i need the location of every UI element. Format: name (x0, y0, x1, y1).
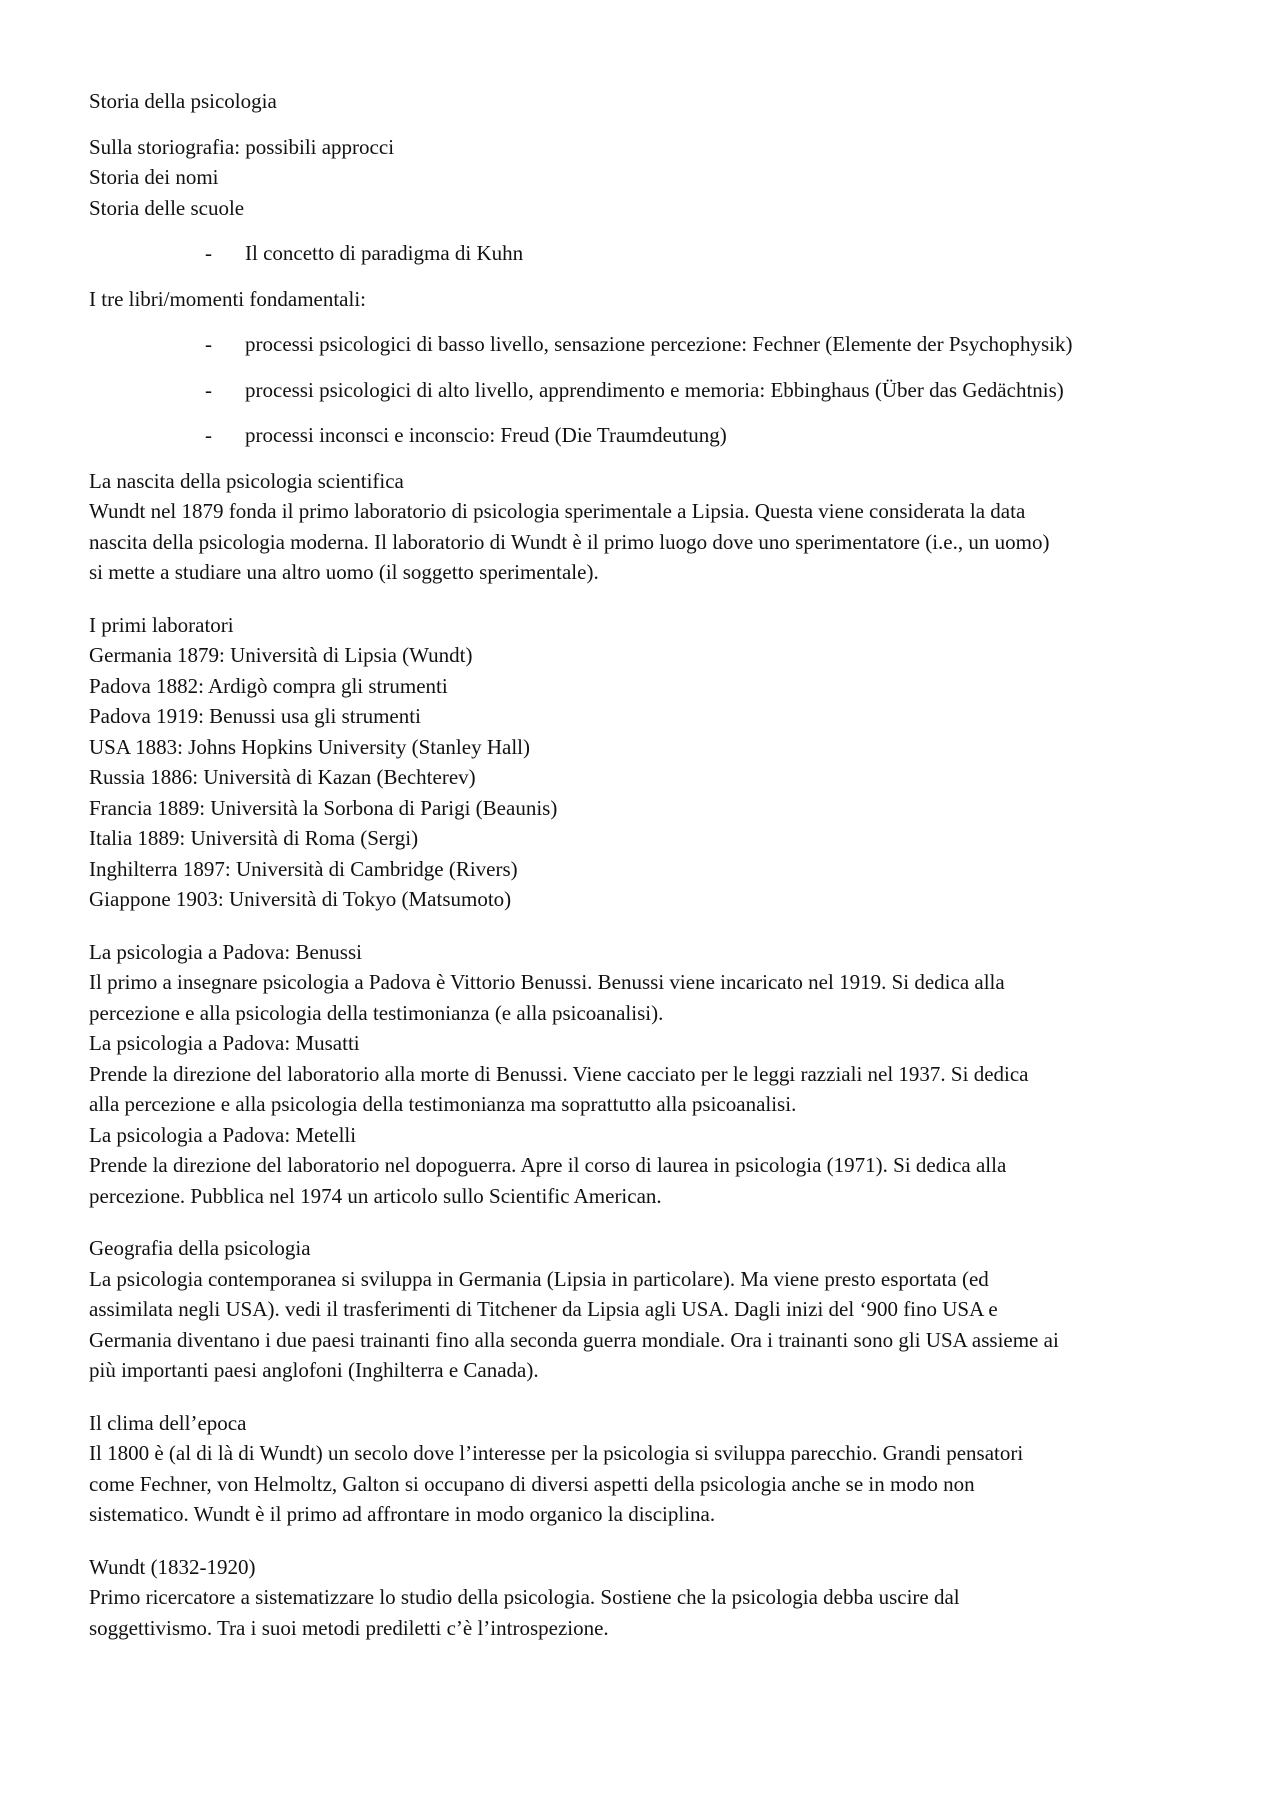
bullet-dash: - (205, 332, 212, 356)
historiography-block (89, 132, 1199, 224)
section-heading: La nascita della psicologia scientifica (89, 468, 404, 493)
books-heading: I tre libri/momenti fondamentali: (89, 286, 367, 311)
text-line: assimilata negli USA). vedi il trasferimenti di Titchener da Lipsia agli USA. Dagli inizi del ‘900 fino USA e (89, 1297, 998, 1321)
text-line: soggettivismo. Tra i suoi metodi prediletti c’è l’introspezione. (89, 1615, 609, 1640)
text-line: percezione. Pubblica nel 1974 un articolo sullo Scientific American. (89, 1183, 662, 1208)
bullet-dash: - (205, 423, 212, 447)
labs-section (89, 610, 1199, 915)
climate-section (89, 1408, 1199, 1530)
section-heading: Il clima dell’epoca (89, 1410, 247, 1435)
section-heading: La psicologia a Padova: Benussi (89, 939, 362, 964)
text-line: USA 1883: Johns Hopkins University (Stanley Hall) (89, 734, 530, 759)
text-line: Storia dei nomi (89, 165, 219, 189)
text-line: alla percezione e alla psicologia della testimonianza ma soprattutto alla psicoanalisi. (89, 1092, 797, 1116)
text-line: Padova 1919: Benussi usa gli strumenti (89, 704, 421, 728)
text-line: Storia delle scuole (89, 195, 245, 220)
section-heading: La psicologia a Padova: Musatti (89, 1031, 360, 1055)
text-line: La psicologia contemporanea si sviluppa in Germania (Lipsia in particolare). Ma viene presto esportata (ed (89, 1266, 989, 1291)
list-item: - processi psicologici di basso livello, sensazione percezione: Fechner (Elemente der Psychophysik) (89, 329, 1199, 360)
text-line: nascita della psicologia moderna. Il laboratorio di Wundt è il primo luogo dove uno sperimentatore (i.e., un uomo) (89, 529, 1050, 554)
text-line: Germania diventano i due paesi trainanti fino alla seconda guerra mondiale. Ora i trainanti sono gli USA assieme ai (89, 1327, 1059, 1352)
section-heading: Wundt (1832-1920) (89, 1554, 256, 1579)
text-line: come Fechner, von Helmoltz, Galton si occupano di diversi aspetti della psicologia anche se in modo non (89, 1471, 975, 1496)
text-line: Inghilterra 1897: Università di Cambridge (Rivers) (89, 856, 518, 881)
text-line: più importanti paesi anglofoni (Inghilterra e Canada). (89, 1358, 539, 1382)
text-line: sistematico. Wundt è il primo ad affrontare in modo organico la disciplina. (89, 1502, 716, 1526)
text-line: si mette a studiare una altro uomo (il soggetto sperimentale). (89, 560, 599, 584)
text-line: Primo ricercatore a sistematizzare lo studio della psicologia. Sostiene che la psicologia debba uscire dal (89, 1585, 960, 1609)
document-body (89, 86, 1199, 1643)
text-line: Italia 1889: Università di Roma (Sergi) (89, 826, 419, 850)
section-heading: La psicologia a Padova: Metelli (89, 1122, 357, 1147)
text-line: Il primo a insegnare psicologia a Padova è Vittorio Benussi. Benussi viene incaricato nel 1919. Si dedica alla (89, 970, 1005, 994)
text-line: Giappone 1903: Università di Tokyo (Matsumoto) (89, 887, 512, 911)
text-line: Il 1800 è (al di là di Wundt) un secolo dove l’interesse per la psicologia si sviluppa parecchio. Grandi pensatori (89, 1441, 1024, 1465)
text-line: percezione e alla psicologia della testimonianza (e alla psicoanalisi). (89, 1000, 664, 1025)
list-item: - Il concetto di paradigma di Kuhn (89, 238, 1199, 269)
text-line: Sulla storiografia: possibili approcci (89, 134, 395, 159)
list-item: - processi inconsci e inconscio: Freud (Die Traumdeutung) (89, 420, 1199, 451)
text-line: Wundt nel 1879 fonda il primo laboratorio di psicologia sperimentale a Lipsia. Questa viene considerata la data (89, 499, 1026, 523)
text-line: Russia 1886: Università di Kazan (Bechterev) (89, 765, 476, 789)
text-line: Prende la direzione del laboratorio nel dopoguerra. Apre il corso di laurea in psicologia (1971). Si dedica alla (89, 1153, 1007, 1177)
document-title: Storia della psicologia (89, 89, 277, 113)
list-item: - processi psicologici di alto livello, apprendimento e memoria: Ebbinghaus (Über das Gedächtnis) (89, 375, 1199, 406)
padova-section (89, 937, 1199, 1212)
text-line: Germania 1879: Università di Lipsia (Wundt) (89, 643, 473, 667)
bullet-dash: - (205, 241, 212, 265)
text-line: Padova 1882: Ardigò compra gli strumenti (89, 673, 448, 698)
birth-section (89, 466, 1199, 588)
section-heading: I primi laboratori (89, 612, 234, 637)
wundt-section (89, 1552, 1199, 1644)
bullet-dash: - (205, 377, 212, 402)
text-line: Francia 1889: Università la Sorbona di Parigi (Beaunis) (89, 795, 558, 820)
text-line: Prende la direzione del laboratorio alla morte di Benussi. Viene cacciato per le leggi razziali nel 1937. Si dedica (89, 1061, 1029, 1086)
section-heading: Geografia della psicologia (89, 1236, 311, 1260)
geography-section (89, 1233, 1199, 1386)
